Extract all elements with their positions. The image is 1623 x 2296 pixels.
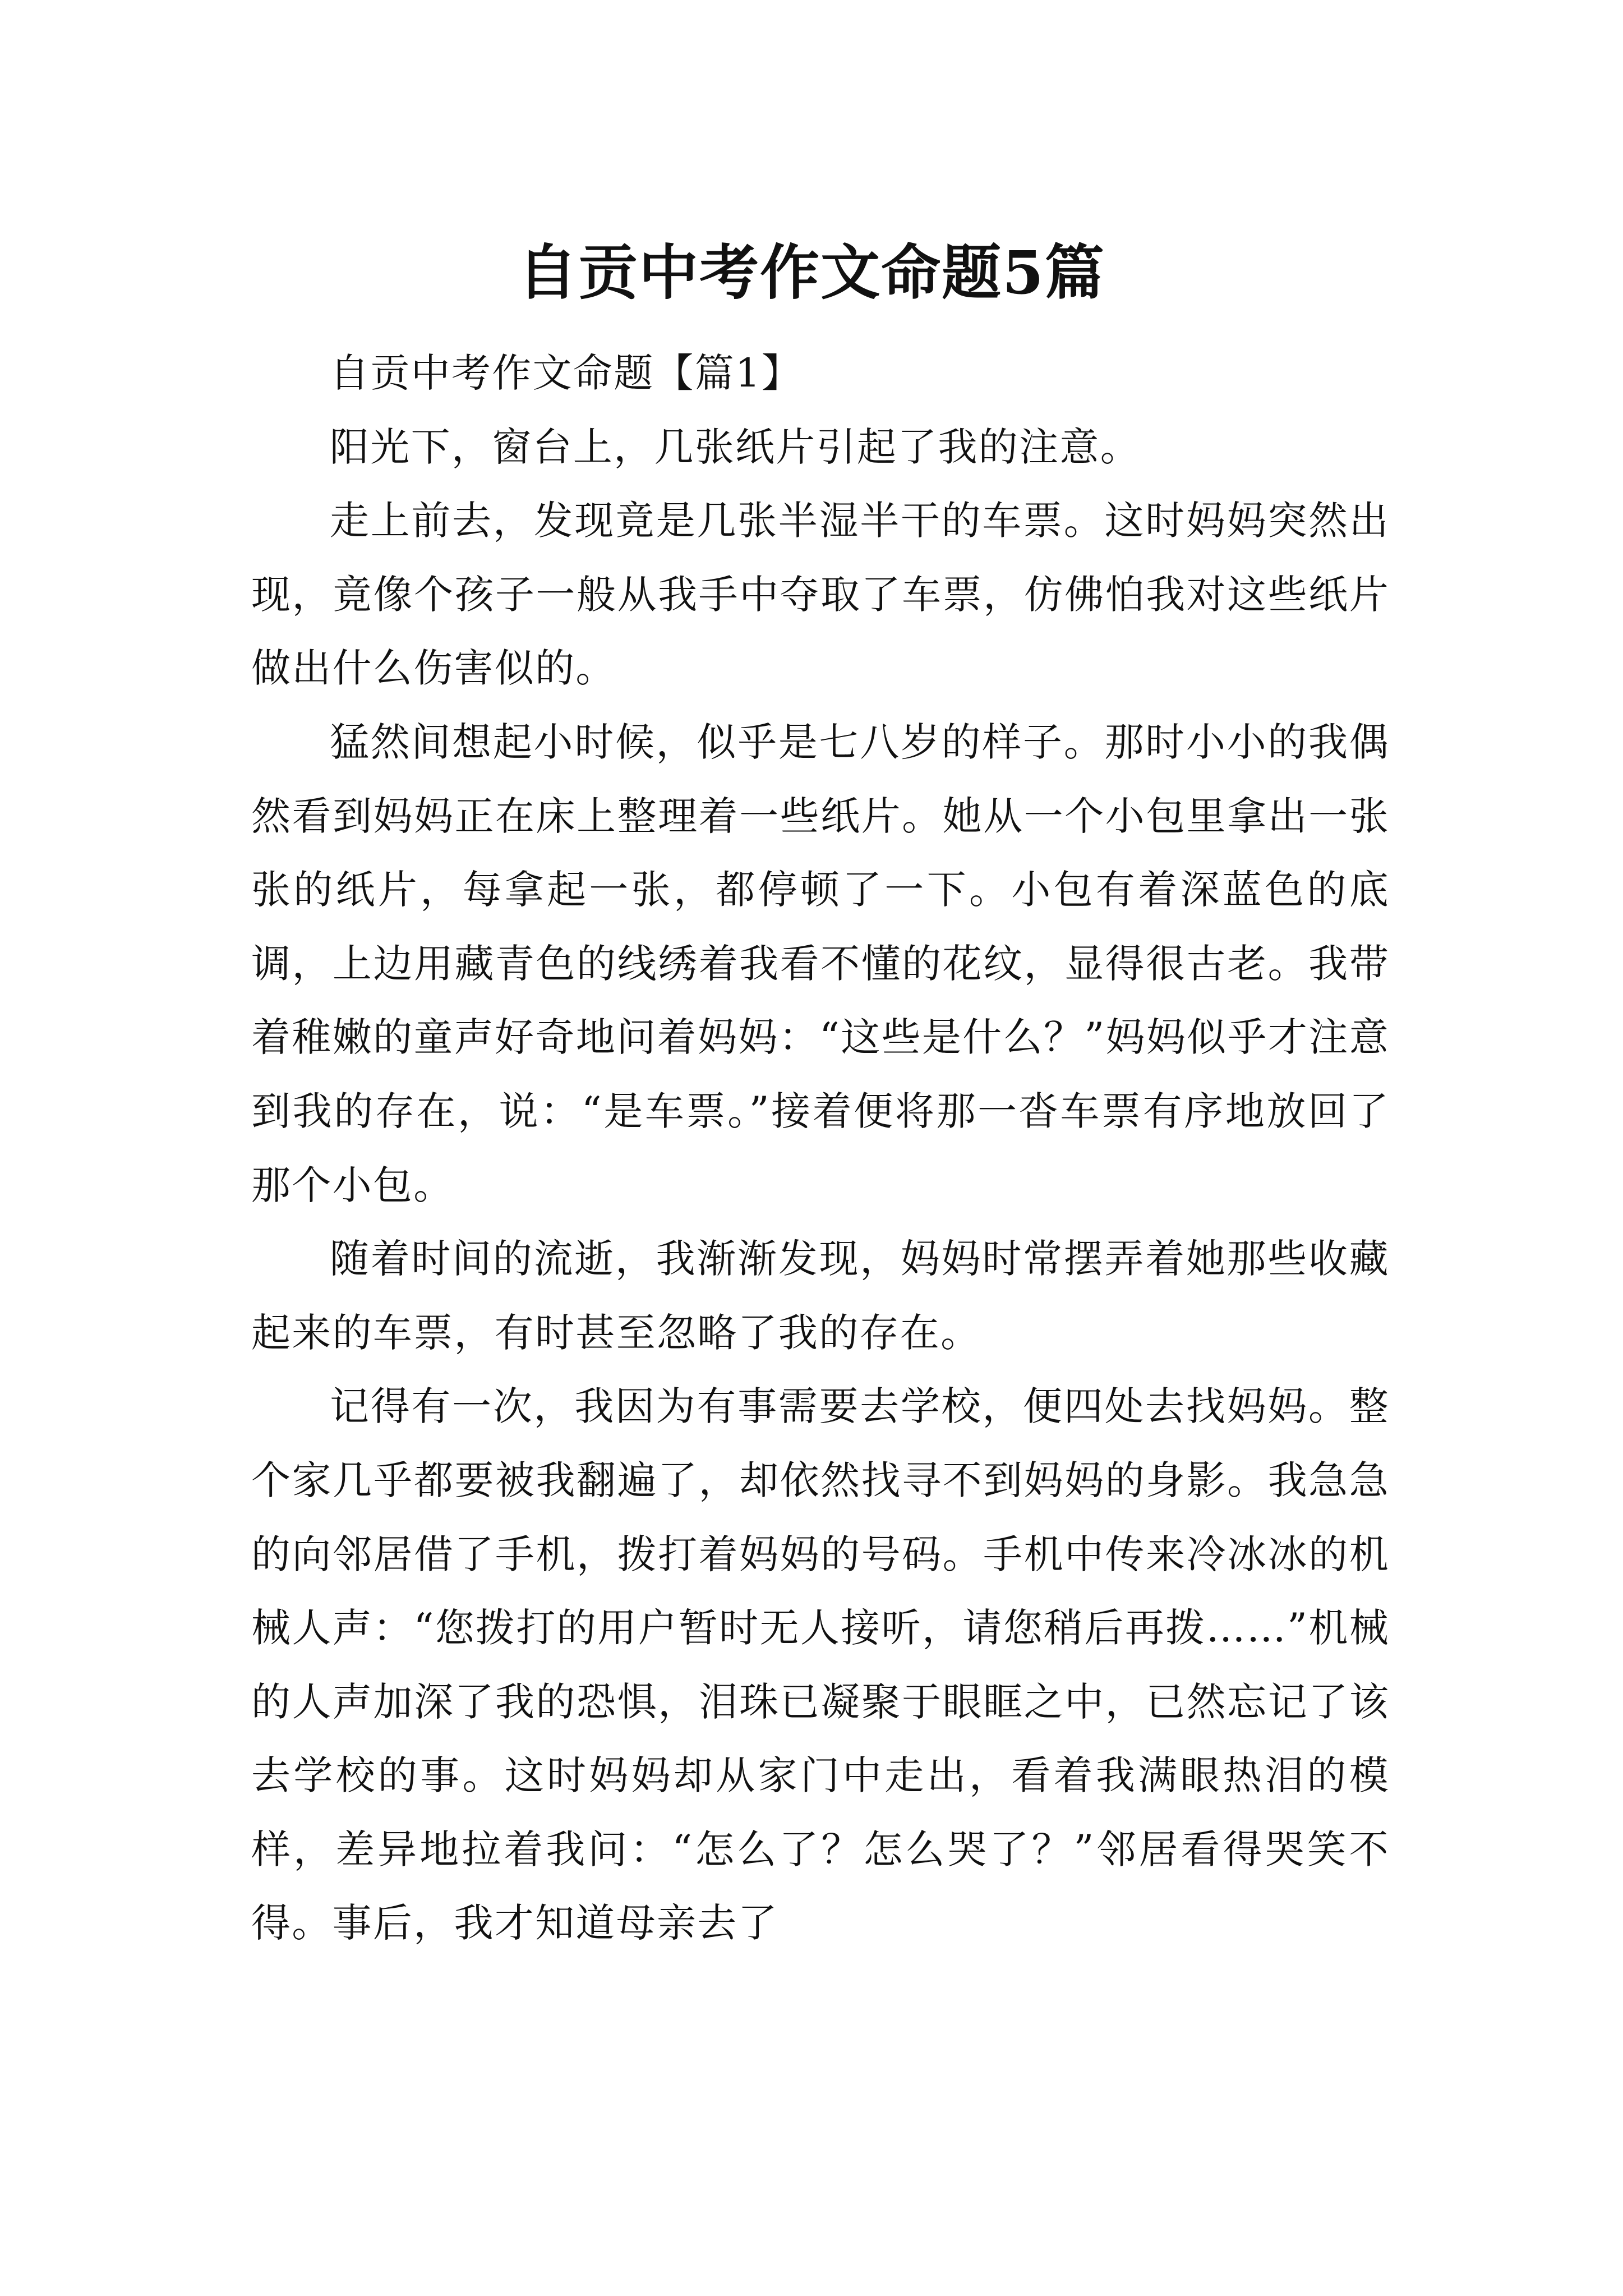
section-heading: 自贡中考作文命题【篇1】	[330, 350, 803, 396]
document-title: 自贡中考作文命题5篇	[518, 237, 1105, 308]
paragraph: 记得有一次，我因为有事需要去学校，便四处去找妈妈。整个家几乎都要被我翻遍了，却依然找寻不到妈妈的身影。我急急的向邻居借了手机，拨打着妈妈的号码。手机中传来冷冰冰的机械人声：“您拨打的用户暂时无人接听，请您稍后再拨……”机械的人声加深了我的恐惧，泪珠已凝聚于眼眶之中，已然忘记了该去学校的事。这时妈妈却从家门中走出，看着我满眼热泪的模样，差异地拉着我问：“怎么了？怎么哭了？”邻居看得哭笑不得。事后，我才知道母亲去了	[251, 1383, 1390, 1947]
paragraph: 猛然间想起小时候，似乎是七八岁的样子。那时小小的我偶然看到妈妈正在床上整理着一些纸片。她从一个小包里拿出一张张的纸片，每拿起一张，都停顿了一下。小包有着深蓝色的底调，上边用藏青色的线绣着我看不懂的花纹，显得很古老。我带着稚嫩的童声好奇地问着妈妈：“这些是什么？”妈妈似乎才注意到我的存在，说：“是车票。”接着便将那一沓车票有序地放回了那个小包。	[251, 719, 1390, 1208]
paragraph: 随着时间的流逝，我渐渐发现，妈妈时常摆弄着她那些收藏起来的车票，有时甚至忽略了我的存在。	[251, 1236, 1390, 1356]
paragraph: 走上前去，发现竟是几张半湿半干的车票。这时妈妈突然出现，竟像个孩子一般从我手中夺取了车票，仿佛怕我对这些纸片做出什么伤害似的。	[251, 498, 1390, 692]
paragraph: 阳光下，窗台上，几张纸片引起了我的注意。	[330, 424, 1141, 470]
document-body	[251, 337, 1390, 1961]
